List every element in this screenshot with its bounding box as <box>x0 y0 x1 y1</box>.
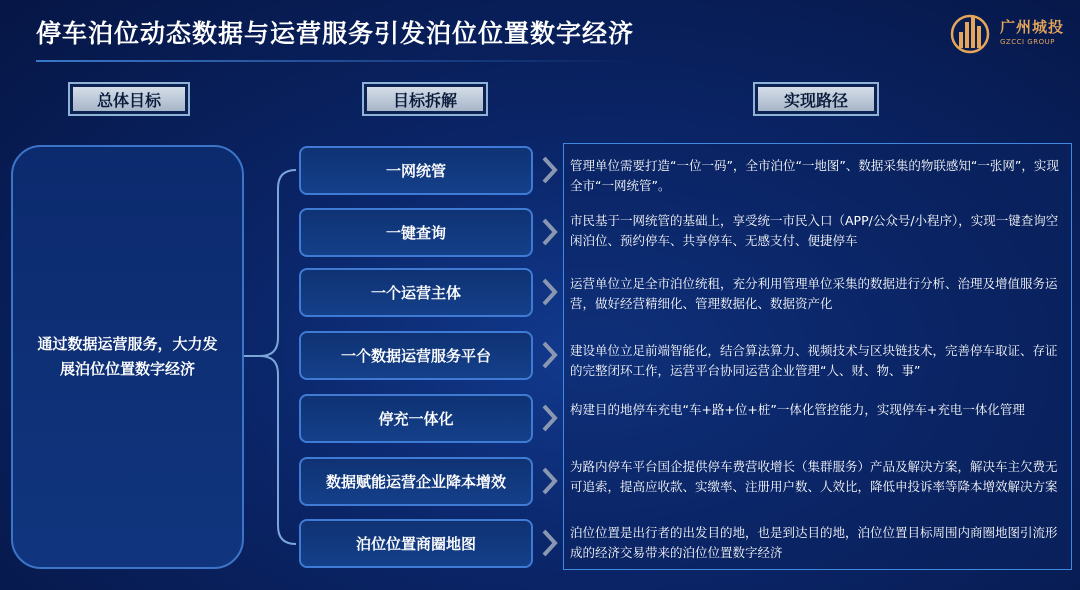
breakdown-item-1: 一网统管 <box>299 146 533 195</box>
breakdown-item-6: 数据赋能运营企业降本增效 <box>299 457 533 506</box>
breakdown-item-4: 一个数据运营服务平台 <box>299 331 533 380</box>
brace-connector <box>244 158 300 558</box>
title-underline <box>36 60 636 62</box>
goal-text: 通过数据运营服务，大力发展泊位位置数字经济 <box>37 335 218 378</box>
header-goal-label: 总体目标 <box>73 87 185 111</box>
path-text-6: 为路内停车平台国企提供停车费营收增长（集群服务）产品及解决方案，解决车主欠费无可追索，提高应收款、实缴率、注册用户数、人效比，降低申投诉率等降本增效解决方案 <box>570 459 1058 494</box>
header-breakdown <box>362 82 488 116</box>
path-text-1: 管理单位需要打造“一位一码”，全市泊位“一地图”、数据采集的物联感知“一张网”，实现全市“一网统管”。 <box>570 158 1059 193</box>
chevron-right-icon <box>540 277 560 307</box>
logo-name: 广州城投 <box>1000 18 1065 36</box>
path-text-5: 构建目的地停车充电“车+路+位+桩”一体化管控能力，实现停车+充电一体化管理 <box>570 402 1025 417</box>
header-path-label: 实现路径 <box>758 87 874 111</box>
breakdown-item-2: 一键查询 <box>299 208 533 257</box>
breakdown-item-3: 一个运营主体 <box>299 268 533 317</box>
path-text-4: 建设单位立足前端智能化，结合算法算力、视频技术与区块链技术，完善停车取证、存证的完整闭环工作，运营平台协同运营企业管理“人、财、物、事” <box>570 343 1058 378</box>
chevron-right-icon <box>540 217 560 247</box>
header-breakdown-label: 目标拆解 <box>367 87 483 111</box>
logo-english-name: GZCCI GROUP <box>1000 38 1055 46</box>
breakdown-item-7: 泊位位置商圈地图 <box>299 519 533 568</box>
chevron-right-icon <box>540 340 560 370</box>
path-text-2: 市民基于一网统管的基础上，享受统一市民入口（APP/公众号/小程序），实现一键查询空闲泊位、预约停车、共享停车、无感支付、便捷停车 <box>570 213 1059 248</box>
goal-box <box>11 145 244 569</box>
header-path <box>753 82 879 116</box>
path-text-3: 运营单位立足全市泊位统租，充分利用管理单位采集的数据进行分析、治理及增值服务运营，做好经营精细化、管理数据化、数据资产化 <box>570 276 1058 311</box>
header-goal <box>68 82 190 116</box>
breakdown-item-5: 停充一体化 <box>299 394 533 443</box>
path-text-7: 泊位位置是出行者的出发目的地，也是到达目的地，泊位位置目标周围内商圈地图引流形成的经济交易带来的泊位位置数字经济 <box>570 525 1058 560</box>
chevron-right-icon <box>540 155 560 185</box>
page-title: 停车泊位动态数据与运营服务引发泊位位置数字经济 <box>36 19 635 48</box>
chevron-right-icon <box>540 466 560 496</box>
chevron-right-icon <box>540 403 560 433</box>
chevron-right-icon <box>540 528 560 558</box>
